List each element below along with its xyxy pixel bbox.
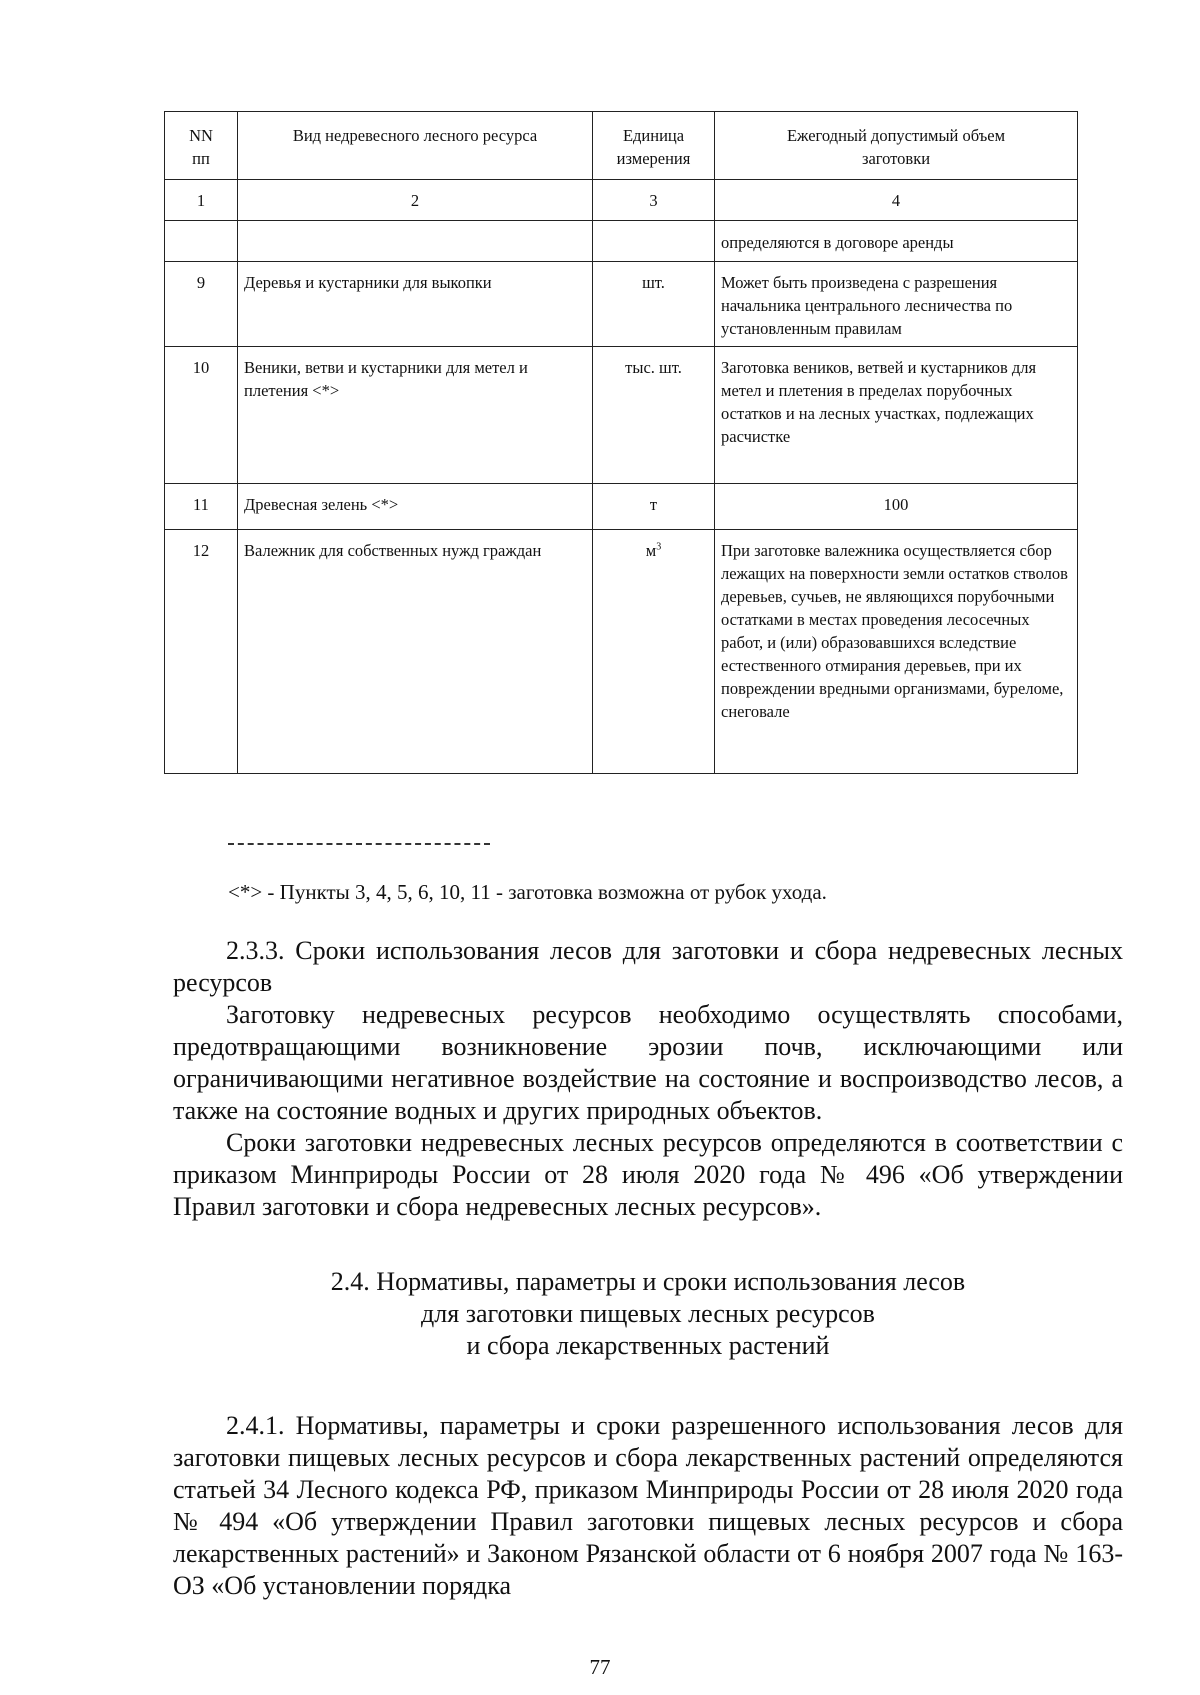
header-unit: Единица измерения: [593, 112, 715, 180]
header-type: Вид недревесного лесного ресурса: [238, 112, 593, 180]
table-row: [165, 347, 1078, 484]
resource-type: Деревья и кустарники для выкопки: [238, 262, 593, 347]
row-number: 11: [165, 484, 238, 530]
table-row: [165, 262, 1078, 347]
table-column-number-row: [165, 180, 1078, 221]
table-header-row: [165, 112, 1078, 180]
resource-volume: При заготовке валежника осуществляется сбор лежащих на поверхности земли остатков стволов деревьев, сучьев, не являющихся порубочными остатками в местах проведения лесосечных работ, и (или) образовавшихся вследствие естественного отмирания деревьев, при их повреждении вредными организмами, буреломе, снеговале: [715, 530, 1078, 774]
unit-superscript: 3: [656, 541, 662, 553]
section-2-3-3: [173, 935, 1123, 1223]
section-heading-2-4: [173, 1266, 1123, 1362]
resources-table-container: [164, 111, 1077, 774]
heading-line: для заготовки пищевых лесных ресурсов: [421, 1299, 875, 1328]
resource-type: Валежник для собственных нужд граждан: [238, 530, 593, 774]
header-volume: Ежегодный допустимый объем заготовки: [715, 112, 1078, 180]
row-number: 12: [165, 530, 238, 774]
continuation-cell: определяются в договоре аренды: [715, 221, 1078, 262]
table-row: [165, 530, 1078, 774]
section-heading-2-3-3: 2.3.3. Сроки использования лесов для заготовки и сбора недревесных лесных ресурсов: [173, 936, 1123, 997]
footnote: <*> - Пункты 3, 4, 5, 6, 10, 11 - заготовка возможна от рубок ухода.: [228, 880, 827, 904]
resource-unit: т: [593, 484, 715, 530]
resource-type: Древесная зелень <*>: [238, 484, 593, 530]
row-number: 10: [165, 347, 238, 484]
section-2-4-1: [173, 1410, 1123, 1602]
table-row: [165, 484, 1078, 530]
resource-unit: м: [645, 541, 657, 560]
paragraph: 2.4.1. Нормативы, параметры и сроки разрешенного использования лесов для заготовки пищевых лесных ресурсов и сбора лекарственных растений определяются статьей 34 Лесного кодекса РФ, приказом Минприроды России от 28 июля 2020 года № 494 «Об утверждении Правил заготовки пищевых лесных ресурсов и сбора лекарственных растений» и Законом Рязанской области от 6 ноября 2007 года № 163-ОЗ «Об установлении порядка: [173, 1411, 1123, 1600]
resource-type: Веники, ветви и кустарники для метел и плетения <*>: [238, 347, 593, 484]
column-number: 4: [715, 180, 1078, 221]
footnote-divider: [228, 843, 490, 845]
column-number: 3: [593, 180, 715, 221]
resource-volume: Заготовка веников, ветвей и кустарников для метел и плетения в пределах порубочных остатков и на лесных участках, подлежащих расчистке: [715, 347, 1078, 484]
table-row: [165, 221, 1078, 262]
heading-line: 2.4. Нормативы, параметры и сроки использования лесов: [330, 1267, 966, 1296]
resource-volume: 100: [715, 484, 1078, 530]
paragraph: Сроки заготовки недревесных лесных ресурсов определяются в соответствии с приказом Минприроды России от 28 июля 2020 года № 496 «Об утверждении Правил заготовки и сбора недревесных лесных ресурсов».: [173, 1128, 1123, 1221]
paragraph: Заготовку недревесных ресурсов необходимо осуществлять способами, предотвращающими возникновение эрозии почв, исключающими или ограничивающими негативное воздействие на состояние и воспроизводство лесов, а также на состояние водных и других природных объектов.: [173, 1000, 1123, 1125]
page-number: 77: [589, 1655, 611, 1679]
row-number: 9: [165, 262, 238, 347]
resource-unit: тыс. шт.: [593, 347, 715, 484]
resource-unit-cell: [593, 530, 715, 774]
resource-unit: шт.: [593, 262, 715, 347]
header-nn: NN пп: [165, 112, 238, 180]
column-number: 2: [238, 180, 593, 221]
resource-volume: Может быть произведена с разрешения начальника центрального лесничества по установленным правилам: [715, 262, 1078, 347]
column-number: 1: [165, 180, 238, 221]
resources-table: [164, 111, 1078, 774]
heading-line: и сбора лекарственных растений: [466, 1331, 830, 1360]
